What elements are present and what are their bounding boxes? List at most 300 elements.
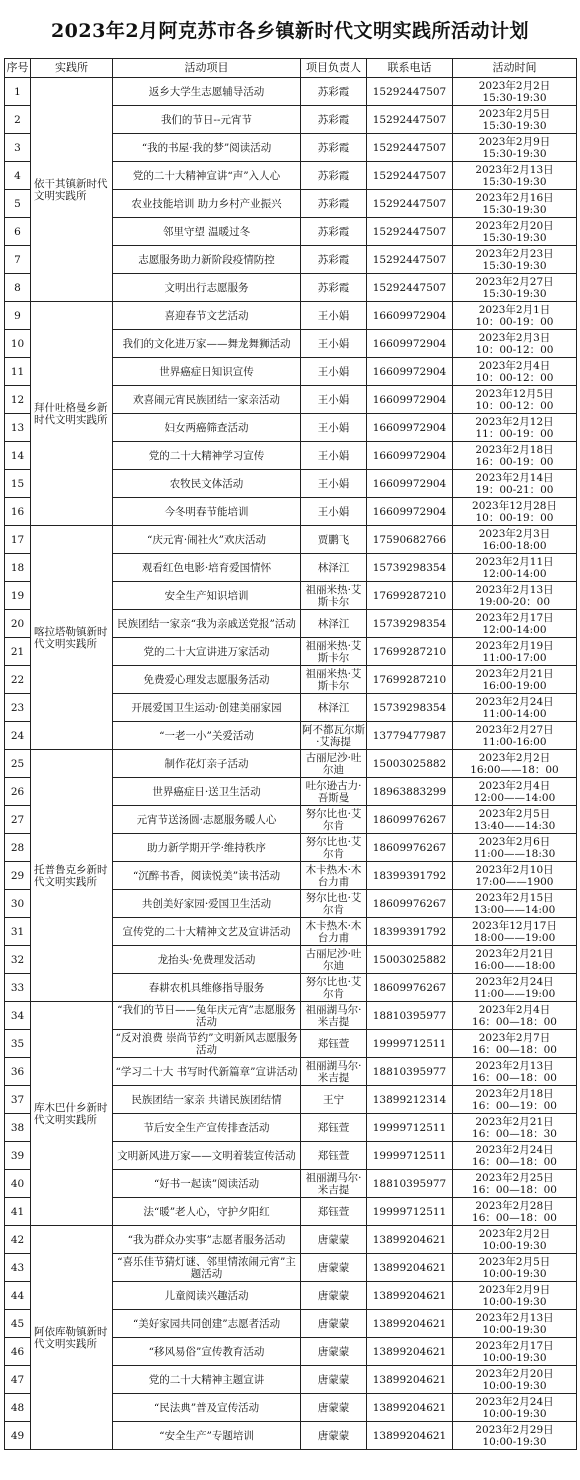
row-number: 21 [5, 638, 31, 666]
activity-name: “安全生产”专题培训 [113, 1422, 301, 1450]
row-number: 1 [5, 78, 31, 106]
row-number: 42 [5, 1226, 31, 1254]
contact-phone: 19999712511 [367, 1114, 453, 1142]
activity-time [453, 638, 577, 666]
activity-time [453, 218, 577, 246]
responsible-person: 王小娟 [301, 498, 367, 526]
responsible-person: 王小娟 [301, 470, 367, 498]
activity-time [453, 582, 577, 610]
contact-phone: 13899204621 [367, 1394, 453, 1422]
activity-date: 2023年2月3日 [478, 331, 551, 344]
activity-hours: 10：00-12：00 [475, 371, 554, 384]
activity-date: 2023年2月15日 [475, 891, 554, 904]
station-name: 拜什吐格曼乡新时代文明实践所 [31, 302, 113, 526]
station-name: 喀拉塔勒镇新时代文明实践所 [31, 526, 113, 750]
activity-time [453, 1394, 577, 1422]
activity-hours: 19：00-21：00 [475, 483, 554, 496]
activity-time [453, 470, 577, 498]
contact-phone: 16609972904 [367, 330, 453, 358]
activity-date: 2023年2月27日 [475, 275, 554, 288]
row-number: 45 [5, 1310, 31, 1338]
contact-phone: 18399391792 [367, 918, 453, 946]
activity-time [453, 554, 577, 582]
activity-hours: 19:00-20：00 [478, 595, 551, 608]
header-phone: 联系电话 [367, 59, 453, 78]
activity-name: “喜乐佳节猜灯谜、邻里情浓闹元宵”主题活动 [113, 1254, 301, 1282]
activity-name: 制作花灯亲子活动 [113, 750, 301, 778]
activity-hours: 16：00—18：30 [472, 1127, 557, 1140]
activity-hours: 16:00——18:00 [473, 959, 556, 972]
activity-time [453, 1422, 577, 1450]
activity-name: “庆元宵·闹社火”欢庆活动 [113, 526, 301, 554]
contact-phone: 16609972904 [367, 498, 453, 526]
contact-phone: 18810395977 [367, 1058, 453, 1086]
activity-name: 元宵节送汤圆·志愿服务暖人心 [113, 806, 301, 834]
activity-time [453, 1310, 577, 1338]
activity-time [453, 946, 577, 974]
activity-name: “移风易俗”宣传教育活动 [113, 1338, 301, 1366]
row-number: 30 [5, 890, 31, 918]
responsible-person: 祖丽米热·艾斯卡尔 [301, 582, 367, 610]
responsible-person: 林泽江 [301, 694, 367, 722]
row-number: 44 [5, 1282, 31, 1310]
row-number: 5 [5, 190, 31, 218]
activity-date: 2023年2月21日 [475, 1115, 554, 1128]
contact-phone: 13899204621 [367, 1226, 453, 1254]
row-number: 46 [5, 1338, 31, 1366]
activity-time [453, 1366, 577, 1394]
activity-time [453, 974, 577, 1002]
activity-time [453, 806, 577, 834]
activity-name: “民法典”普及宣传活动 [113, 1394, 301, 1422]
activity-date: 2023年2月17日 [475, 1339, 554, 1352]
activity-hours: 16：00—18：00 [472, 1071, 557, 1084]
contact-phone: 15003025882 [367, 750, 453, 778]
responsible-person: 唐蒙蒙 [301, 1282, 367, 1310]
activity-hours: 16：00—18：00 [472, 1043, 557, 1056]
row-number: 18 [5, 554, 31, 582]
responsible-person: 苏彩霞 [301, 274, 367, 302]
activity-hours: 12:00-14:00 [482, 623, 547, 636]
activity-hours: 16：00—18：00 [472, 1155, 557, 1168]
row-number: 25 [5, 750, 31, 778]
activity-time [453, 414, 577, 442]
activity-date: 2023年2月19日 [475, 639, 554, 652]
activity-name: 民族团结一家亲“我为亲戚送党报”活动 [113, 610, 301, 638]
activity-name: 开展爱国卫生运动·创建美丽家园 [113, 694, 301, 722]
activity-name: 党的二十大精神学习宣传 [113, 442, 301, 470]
activity-time [453, 1254, 577, 1282]
contact-phone: 13899204621 [367, 1366, 453, 1394]
row-number: 47 [5, 1366, 31, 1394]
activity-hours: 16:00-18:00 [482, 539, 547, 552]
table-row [5, 302, 577, 330]
row-number: 38 [5, 1114, 31, 1142]
contact-phone: 18963883299 [367, 778, 453, 806]
contact-phone: 18810395977 [367, 1002, 453, 1030]
activity-time [453, 1002, 577, 1030]
row-number: 12 [5, 386, 31, 414]
activity-date: 2023年2月24日 [475, 1395, 554, 1408]
contact-phone: 15739298354 [367, 610, 453, 638]
activity-hours: 16:00——18：00 [470, 763, 559, 776]
activity-name: 农牧民文体活动 [113, 470, 301, 498]
activity-name: 世界癌症日知识宣传 [113, 358, 301, 386]
responsible-person: 林泽江 [301, 610, 367, 638]
contact-phone: 17590682766 [367, 526, 453, 554]
activity-name: “学习二十大 书写时代新篇章”宣讲活动 [113, 1058, 301, 1086]
contact-phone: 18609976267 [367, 974, 453, 1002]
responsible-person: 木卡热木·木台力甫 [301, 918, 367, 946]
responsible-person: 祖丽湖马尔·米吉提 [301, 1170, 367, 1198]
responsible-person: 王小娟 [301, 386, 367, 414]
responsible-person: 古丽尼沙·吐尔迪 [301, 946, 367, 974]
contact-phone: 18609976267 [367, 806, 453, 834]
document-title: 2023年2月阿克苏市各乡镇新时代文明实践所活动计划 [50, 19, 530, 42]
activity-date: 2023年2月4日 [478, 359, 551, 372]
contact-phone: 13899212314 [367, 1086, 453, 1114]
row-number: 48 [5, 1394, 31, 1422]
activity-time [453, 610, 577, 638]
responsible-person: 郑钰萱 [301, 1142, 367, 1170]
activity-name: “沉醉书香，阅读悦美”读书活动 [113, 862, 301, 890]
contact-phone: 16609972904 [367, 302, 453, 330]
activity-name: 节后安全生产宣传排查活动 [113, 1114, 301, 1142]
activity-date: 2023年2月5日 [478, 807, 551, 820]
activity-date: 2023年2月13日 [475, 583, 554, 596]
responsible-person: 唐蒙蒙 [301, 1422, 367, 1450]
row-number: 28 [5, 834, 31, 862]
activity-hours: 15:30-19:30 [482, 203, 547, 216]
activity-time [453, 274, 577, 302]
activity-date: 2023年2月21日 [475, 947, 554, 960]
row-number: 24 [5, 722, 31, 750]
activity-name: 党的二十大精神主题宣讲 [113, 1366, 301, 1394]
responsible-person: 木卡热木·木台力甫 [301, 862, 367, 890]
responsible-person: 唐蒙蒙 [301, 1394, 367, 1422]
activity-time [453, 1338, 577, 1366]
activity-date: 2023年2月3日 [478, 527, 551, 540]
activity-time [453, 386, 577, 414]
responsible-person: 郑钰萱 [301, 1198, 367, 1226]
contact-phone: 13899204621 [367, 1338, 453, 1366]
row-number: 49 [5, 1422, 31, 1450]
responsible-person: 唐蒙蒙 [301, 1366, 367, 1394]
row-number: 11 [5, 358, 31, 386]
activity-name: 免费爱心理发志愿服务活动 [113, 666, 301, 694]
activity-hours: 10：00-19：00 [475, 511, 554, 524]
activity-hours: 12:00-14:00 [482, 567, 547, 580]
contact-phone: 16609972904 [367, 358, 453, 386]
activity-name: 党的二十大宣讲进万家活动 [113, 638, 301, 666]
row-number: 27 [5, 806, 31, 834]
activity-time [453, 918, 577, 946]
header-no: 序号 [5, 59, 31, 78]
activity-plan-table [4, 58, 577, 1450]
activity-name: “美好家园共同创建”志愿者活动 [113, 1310, 301, 1338]
activity-time [453, 162, 577, 190]
station-name: 库木巴什乡新时代文明实践所 [31, 1002, 113, 1226]
activity-time [453, 330, 577, 358]
activity-hours: 16:00-19:00 [482, 679, 547, 692]
responsible-person: 王宁 [301, 1086, 367, 1114]
activity-name: “我为群众办实事”志愿者服务活动 [113, 1226, 301, 1254]
header-time: 活动时间 [453, 59, 577, 78]
activity-hours: 10:00-19:30 [482, 1351, 547, 1364]
contact-phone: 16609972904 [367, 442, 453, 470]
table-row [5, 1002, 577, 1030]
activity-date: 2023年2月4日 [478, 779, 551, 792]
activity-name: 共创美好家园·爱国卫生活动 [113, 890, 301, 918]
responsible-person: 王小娟 [301, 330, 367, 358]
responsible-person: 祖丽湖马尔·米吉提 [301, 1002, 367, 1030]
contact-phone: 19999712511 [367, 1142, 453, 1170]
responsible-person: 唐蒙蒙 [301, 1254, 367, 1282]
activity-name: 妇女两癌筛查活动 [113, 414, 301, 442]
contact-phone: 19999712511 [367, 1198, 453, 1226]
row-number: 31 [5, 918, 31, 946]
activity-hours: 10:00-19:30 [482, 1267, 547, 1280]
station-name: 依干其镇新时代文明实践所 [31, 78, 113, 302]
row-number: 26 [5, 778, 31, 806]
activity-hours: 15:30-19:30 [482, 147, 547, 160]
row-number: 4 [5, 162, 31, 190]
row-number: 32 [5, 946, 31, 974]
row-number: 20 [5, 610, 31, 638]
contact-phone: 15292447507 [367, 162, 453, 190]
activity-hours: 15:30-19:30 [482, 119, 547, 132]
responsible-person: 苏彩霞 [301, 190, 367, 218]
activity-name: 喜迎春节文艺活动 [113, 302, 301, 330]
activity-name: 世界癌症日·送卫生活动 [113, 778, 301, 806]
activity-hours: 10:00-19:30 [482, 1295, 547, 1308]
table-body [5, 78, 577, 1450]
activity-hours: 10:00-19:30 [482, 1407, 547, 1420]
table-row [5, 78, 577, 106]
activity-date: 2023年2月4日 [478, 1003, 551, 1016]
activity-hours: 16：00—19：00 [472, 1099, 557, 1112]
activity-date: 2023年12月5日 [475, 387, 554, 400]
activity-name: 欢喜闹元宵民族团结一家亲活动 [113, 386, 301, 414]
activity-hours: 18:00——19:00 [473, 931, 556, 944]
activity-time [453, 778, 577, 806]
activity-date: 2023年2月10日 [475, 863, 554, 876]
responsible-person: 苏彩霞 [301, 246, 367, 274]
responsible-person: 唐蒙蒙 [301, 1226, 367, 1254]
activity-name: 党的二十大精神宣讲“声”入人心 [113, 162, 301, 190]
responsible-person: 努尔比也·艾尔肯 [301, 806, 367, 834]
activity-time [453, 890, 577, 918]
activity-name: 儿童阅读兴趣活动 [113, 1282, 301, 1310]
contact-phone: 17699287210 [367, 638, 453, 666]
activity-time [453, 358, 577, 386]
activity-hours: 13:40——14:30 [473, 819, 556, 832]
responsible-person: 郑钰萱 [301, 1030, 367, 1058]
row-number: 15 [5, 470, 31, 498]
activity-time [453, 1198, 577, 1226]
activity-hours: 10:00-19:30 [482, 1239, 547, 1252]
contact-phone: 17699287210 [367, 582, 453, 610]
activity-time [453, 834, 577, 862]
row-number: 16 [5, 498, 31, 526]
activity-hours: 16：00—18：00 [472, 1183, 557, 1196]
activity-hours: 16：00—18：00 [472, 1211, 557, 1224]
contact-phone: 15292447507 [367, 246, 453, 274]
activity-hours: 10：00-19：00 [475, 315, 554, 328]
activity-date: 2023年2月2日 [478, 751, 551, 764]
row-number: 14 [5, 442, 31, 470]
activity-time [453, 666, 577, 694]
activity-date: 2023年2月2日 [478, 79, 551, 92]
header-person: 项目负责人 [301, 59, 367, 78]
activity-hours: 17:00——1900 [475, 875, 554, 888]
activity-hours: 15:30-19:30 [482, 259, 547, 272]
contact-phone: 13899204621 [367, 1422, 453, 1450]
contact-phone: 13899204621 [367, 1310, 453, 1338]
activity-name: 民族团结一家亲 共谱民族团结情 [113, 1086, 301, 1114]
row-number: 23 [5, 694, 31, 722]
responsible-person: 努尔比也·艾尔肯 [301, 834, 367, 862]
activity-time [453, 1226, 577, 1254]
activity-hours: 15:30-19:30 [482, 287, 547, 300]
activity-hours: 11:00-17:00 [482, 651, 547, 664]
row-number: 40 [5, 1170, 31, 1198]
activity-time [453, 1170, 577, 1198]
activity-time [453, 78, 577, 106]
row-number: 2 [5, 106, 31, 134]
row-number: 10 [5, 330, 31, 358]
table-row [5, 1226, 577, 1254]
activity-time [453, 106, 577, 134]
activity-hours: 15:30-19:30 [482, 231, 547, 244]
activity-date: 2023年2月9日 [478, 1283, 551, 1296]
contact-phone: 18399391792 [367, 862, 453, 890]
activity-date: 2023年2月25日 [475, 1171, 554, 1184]
activity-time [453, 246, 577, 274]
activity-hours: 12:00——14:00 [473, 791, 556, 804]
row-number: 22 [5, 666, 31, 694]
contact-phone: 15739298354 [367, 694, 453, 722]
header-station: 实践所 [31, 59, 113, 78]
activity-date: 2023年2月16日 [475, 191, 554, 204]
activity-date: 2023年2月14日 [475, 471, 554, 484]
table-row [5, 526, 577, 554]
responsible-person: 吐尔逊古力·吾斯曼 [301, 778, 367, 806]
activity-time [453, 1282, 577, 1310]
activity-date: 2023年2月2日 [478, 1227, 551, 1240]
responsible-person: 苏彩霞 [301, 218, 367, 246]
activity-hours: 10:00-19:30 [482, 1435, 547, 1448]
activity-time [453, 1142, 577, 1170]
row-number: 34 [5, 1002, 31, 1030]
station-name: 托普鲁克乡新时代文明实践所 [31, 750, 113, 1002]
activity-time [453, 1086, 577, 1114]
responsible-person: 阿不都瓦尔斯·艾海提 [302, 723, 365, 748]
activity-time [453, 1058, 577, 1086]
activity-hours: 10：00-12：00 [475, 399, 554, 412]
activity-name: 宣传党的二十大精神文艺及宣讲活动 [113, 918, 301, 946]
activity-hours: 16：00-19：00 [475, 455, 554, 468]
row-number: 33 [5, 974, 31, 1002]
responsible-person: 古丽尼沙·吐尔迪 [301, 750, 367, 778]
responsible-person: 王小娟 [301, 442, 367, 470]
contact-phone: 15292447507 [367, 274, 453, 302]
activity-date: 2023年2月11日 [475, 555, 554, 568]
activity-date: 2023年2月27日 [475, 723, 554, 736]
activity-date: 2023年2月6日 [478, 835, 551, 848]
activity-time [453, 1114, 577, 1142]
row-number: 17 [5, 526, 31, 554]
row-number: 43 [5, 1254, 31, 1282]
activity-name: 法“暖”老人心，守护夕阳红 [113, 1198, 301, 1226]
activity-time [453, 302, 577, 330]
responsible-person: 苏彩霞 [301, 106, 367, 134]
activity-hours: 11:00——18:30 [473, 847, 556, 860]
responsible-person: 林泽江 [301, 554, 367, 582]
responsible-person: 祖丽米热·艾斯卡尔 [301, 638, 367, 666]
activity-date: 2023年2月20日 [475, 219, 554, 232]
activity-date: 2023年12月28日 [472, 499, 557, 512]
responsible-person: 王小娟 [301, 302, 367, 330]
row-number: 13 [5, 414, 31, 442]
responsible-person: 唐蒙蒙 [301, 1338, 367, 1366]
contact-phone: 18810395977 [367, 1170, 453, 1198]
activity-name: 邻里守望 温暖过冬 [113, 218, 301, 246]
activity-name: 返乡大学生志愿辅导活动 [113, 78, 301, 106]
activity-time [453, 750, 577, 778]
activity-date: 2023年2月18日 [475, 1087, 554, 1100]
row-number: 35 [5, 1030, 31, 1058]
activity-name: 我们的节日--元宵节 [113, 106, 301, 134]
activity-time [453, 498, 577, 526]
contact-phone: 15292447507 [367, 190, 453, 218]
activity-time [453, 722, 577, 750]
contact-phone: 15292447507 [367, 134, 453, 162]
activity-name: 文明出行志愿服务 [113, 274, 301, 302]
row-number: 19 [5, 582, 31, 610]
contact-phone: 16609972904 [367, 470, 453, 498]
table-row [5, 750, 577, 778]
row-number: 39 [5, 1142, 31, 1170]
contact-phone: 18609976267 [367, 890, 453, 918]
contact-phone: 15292447507 [367, 106, 453, 134]
row-number: 37 [5, 1086, 31, 1114]
row-number: 7 [5, 246, 31, 274]
activity-date: 2023年2月24日 [475, 1143, 554, 1156]
contact-phone: 15003025882 [367, 946, 453, 974]
activity-date: 2023年2月18日 [475, 443, 554, 456]
responsible-person: 努尔比也·艾尔肯 [301, 974, 367, 1002]
activity-name: 助力新学期开学·维持秩序 [113, 834, 301, 862]
responsible-person: 努尔比也·艾尔肯 [301, 890, 367, 918]
activity-time [453, 526, 577, 554]
contact-phone: 15292447507 [367, 78, 453, 106]
activity-hours: 11：00-19：00 [475, 427, 554, 440]
activity-name: “我的书屋·我的梦”阅读活动 [113, 134, 301, 162]
activity-hours: 15:30-19:30 [482, 91, 547, 104]
activity-date: 2023年2月13日 [475, 1311, 554, 1324]
responsible-person: 郑钰萱 [301, 1114, 367, 1142]
activity-time [453, 1030, 577, 1058]
activity-date: 2023年2月5日 [478, 1255, 551, 1268]
row-number: 3 [5, 134, 31, 162]
activity-name: “一老一小”关爱活动 [113, 722, 301, 750]
activity-hours: 16：00—18：00 [472, 1015, 557, 1028]
activity-date: 2023年2月23日 [475, 247, 554, 260]
activity-time [453, 694, 577, 722]
activity-name: “反对浪费 崇尚节约”文明新风志愿服务活动 [113, 1030, 301, 1058]
activity-date: 2023年2月12日 [475, 415, 554, 428]
